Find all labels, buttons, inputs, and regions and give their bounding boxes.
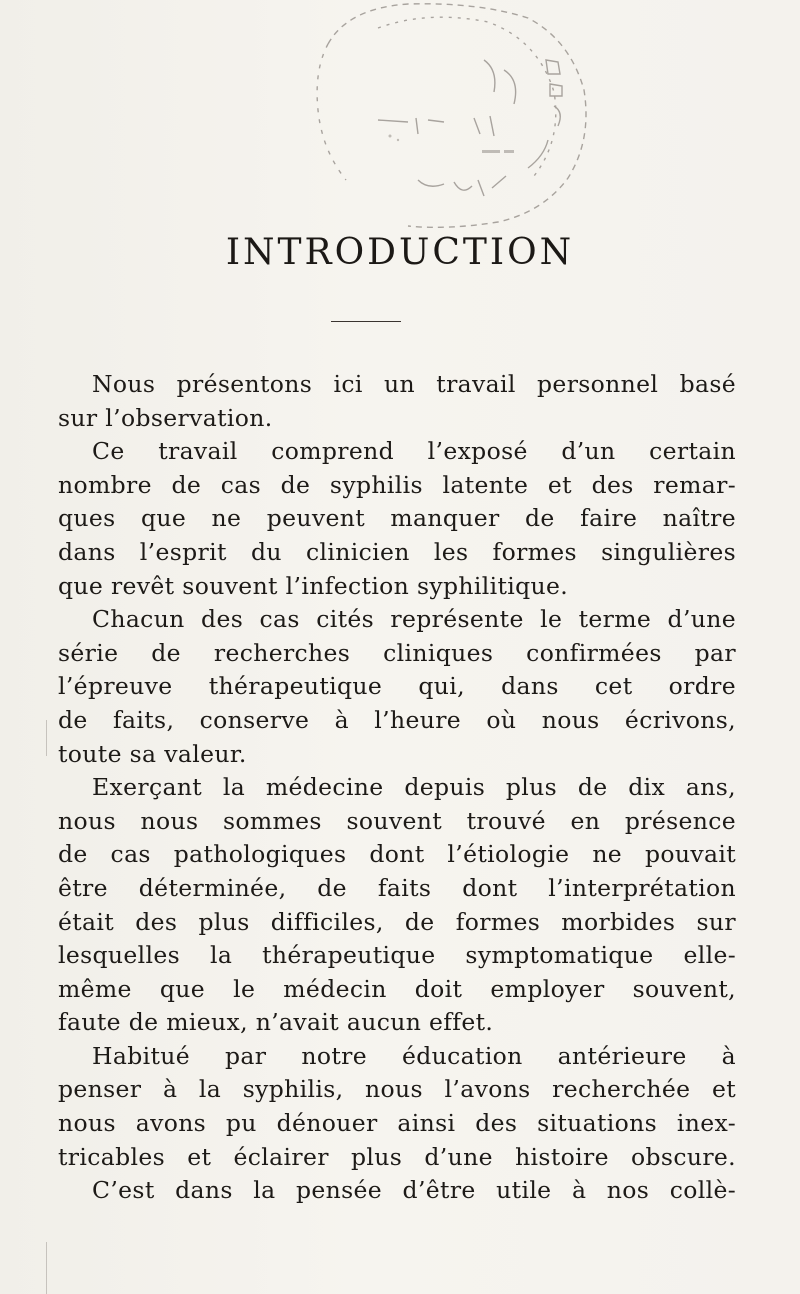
- text-line: tricables et éclairer plus d’une histoire obscure.: [58, 1142, 736, 1171]
- text-line: sur l’observation.: [58, 403, 273, 432]
- introduction-text: [58, 368, 736, 1208]
- text-line: nombre de cas de syphilis latente et des remar-: [58, 470, 736, 499]
- text-line: faute de mieux, n’avait aucun effet.: [58, 1008, 494, 1037]
- margin-mark: [46, 1242, 47, 1294]
- text-line: série de recherches cliniques confirmées par: [58, 638, 736, 667]
- text-line: lesquelles la thérapeutique symptomatique elle-: [58, 941, 736, 970]
- text-line: Nous présentons ici un travail personnel basé: [92, 370, 736, 398]
- text-line: était des plus difficiles, de formes morbides sur: [58, 907, 736, 936]
- title-divider: [331, 321, 401, 322]
- text-line: nous nous sommes souvent trouvé en présence: [58, 806, 736, 835]
- text-line: même que le médecin doit employer souvent,: [58, 974, 736, 1003]
- text-line: que revêt souvent l’infection syphilitique.: [58, 571, 569, 600]
- text-line: dans l’esprit du clinicien les formes singulières: [58, 537, 736, 566]
- text-line: de cas pathologiques dont l’étiologie ne pouvait: [58, 840, 736, 869]
- text-line: Chacun des cas cités représente le terme d’une: [92, 605, 736, 634]
- chapter-title: INTRODUCTION: [225, 232, 575, 273]
- text-line: Habitué par notre éducation antérieure à: [92, 1041, 736, 1070]
- text-line: être déterminée, de faits dont l’interprétation: [58, 873, 736, 902]
- text-line: Exerçant la médecine depuis plus de dix ans,: [92, 773, 736, 802]
- margin-mark: [46, 720, 47, 756]
- text-line: nous avons pu dénouer ainsi des situations inex-: [58, 1109, 736, 1138]
- text-line: l’épreuve thérapeutique qui, dans cet ordre: [58, 672, 736, 701]
- text-line: de faits, conserve à l’heure où nous écrivons,: [58, 705, 736, 734]
- text-line: Ce travail comprend l’exposé d’un certain: [92, 437, 736, 466]
- text-line: ques que ne peuvent manquer de faire naître: [58, 504, 736, 533]
- library-stamp: [258, 0, 596, 228]
- text-line: toute sa valeur.: [58, 739, 247, 768]
- text-line: C’est dans la pensée d’être utile à nos collè-: [92, 1176, 736, 1205]
- text-line: penser à la syphilis, nous l’avons recherchée et: [58, 1075, 736, 1104]
